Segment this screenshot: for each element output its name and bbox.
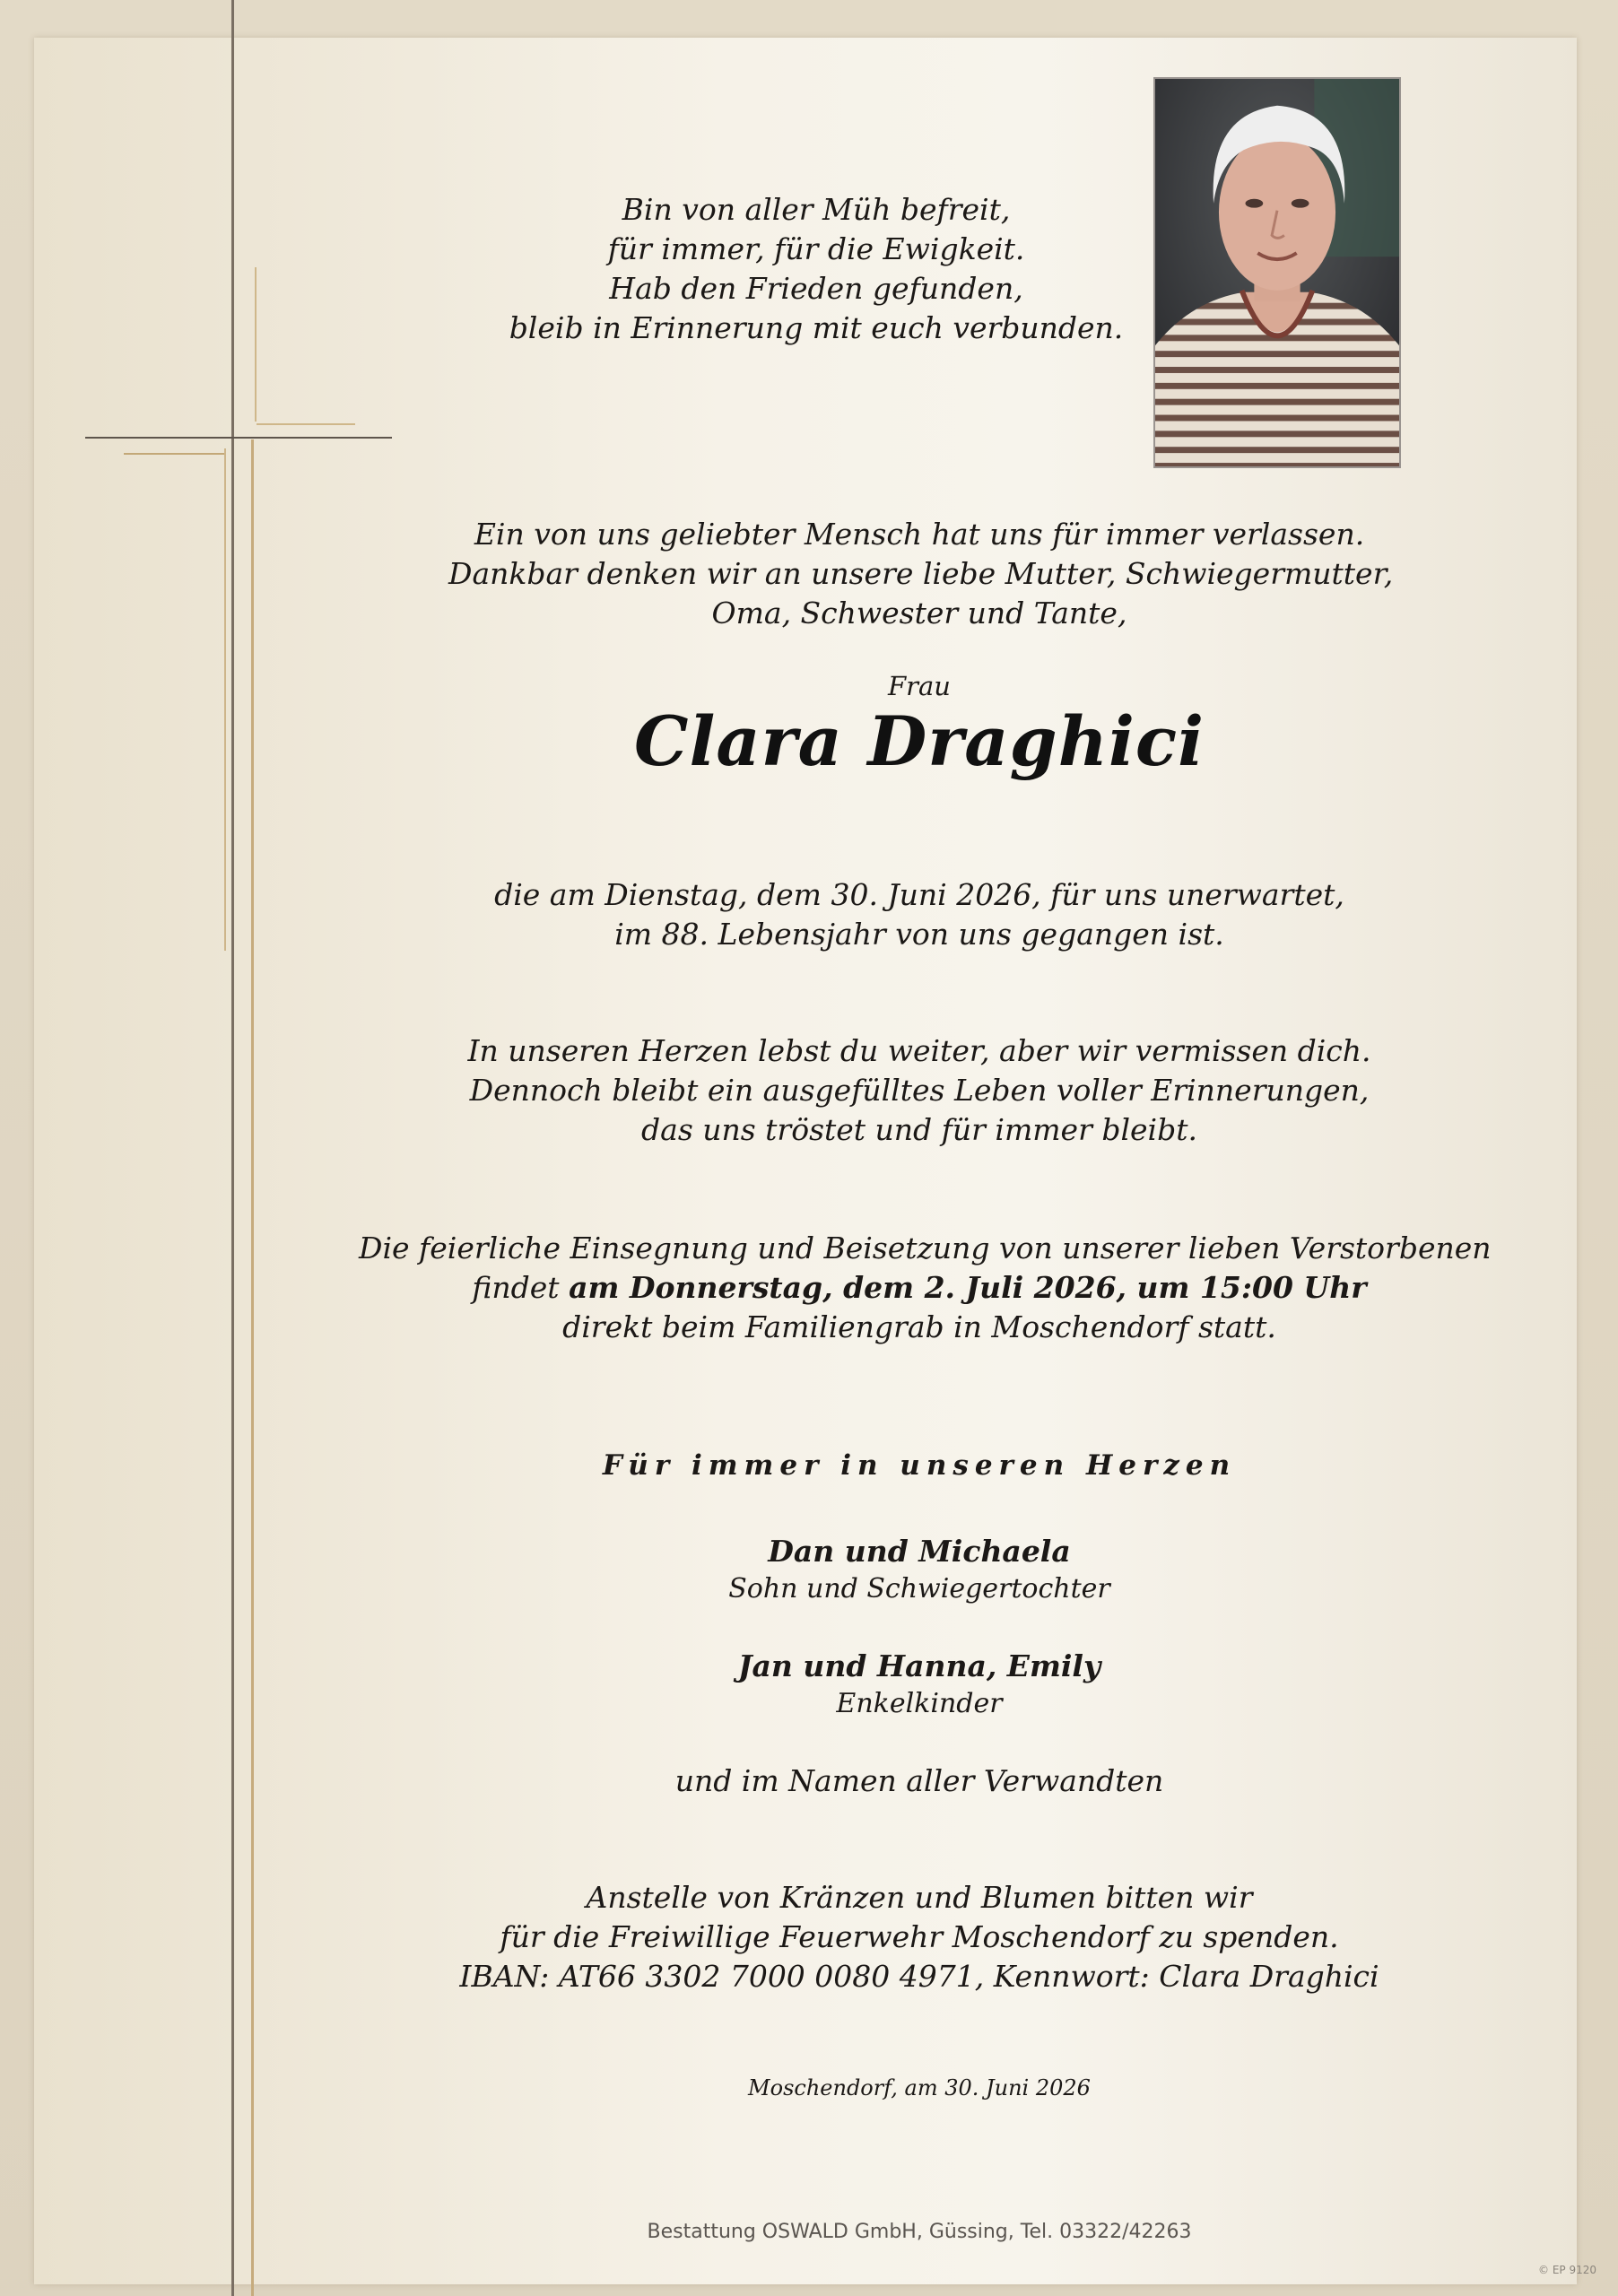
cross-horizontal-gold-top-line [257,423,355,425]
mourner-names: Jan und Hanna, Emily [737,1648,1101,1683]
donation-line: Anstelle von Kränzen und Blumen bitten wir [586,1880,1253,1915]
funeral-line: direkt beim Familiengrab in Moschendorf statt. [562,1309,1276,1344]
salutation: Frau [888,671,951,701]
poem-line: bleib in Erinnerung mit euch verbunden. [509,310,1124,345]
intro-line: Dankbar denken wir an unsere liebe Mutter, Schwiegermutter, [448,556,1394,591]
mourner-relation: Sohn und Schwiegertochter [728,1573,1110,1605]
poem-line: für immer, für die Ewigkeit. [607,231,1025,266]
memory-line: Dennoch bleibt ein ausgefülltes Leben voller Erinnerungen, [469,1073,1370,1108]
place-and-date: Moschendorf, am 30. Juni 2026 [748,2075,1091,2100]
intro-line: Ein von uns geliebter Mensch hat uns für immer verlassen. [474,517,1365,552]
donation-line: IBAN: AT66 3302 7000 0080 4971, Kennwort: Clara Draghici [459,1959,1379,1994]
poem-line: Hab den Frieden gefunden, [609,271,1023,306]
mourner-group [466,1532,1372,1607]
print-code: © EP 9120 [1538,2264,1596,2276]
funeral-details [359,1229,1492,1347]
poem-line: Bin von aller Müh befreit, [622,192,1011,227]
funeral-line [359,1268,1480,1308]
relatives-line: und im Namen aller Verwandten [674,1763,1164,1798]
memory-paragraph [466,1031,1372,1150]
cross-vertical-gold-line [251,439,254,2296]
undertaker-info: Bestattung OSWALD GmbH, Güssing, Tel. 03322/42263 [647,2221,1192,2243]
donation-line: für die Freiwillige Feuerwehr Moschendorf zu spenden. [500,1919,1339,1954]
death-notice-line: die am Dienstag, dem 30. Juni 2026, für uns unerwartet, [494,877,1344,912]
memory-line: In unseren Herzen lebst du weiter, aber wir vermissen dich. [467,1033,1371,1068]
forever-heading: Für immer in unseren Herzen [602,1449,1237,1482]
death-notice [466,875,1372,954]
death-notice-line: im 88. Lebensjahr von uns gegangen ist. [614,917,1224,952]
cross-vertical-gold-inner-line [224,448,226,951]
cross-horizontal-dark-line [85,437,392,439]
intro-line: Oma, Schwester und Tante, [711,596,1127,631]
deceased-name: Clara Draghici [634,701,1205,781]
intro-paragraph [448,515,1394,633]
cross-vertical-gold-top-line [255,267,257,422]
mourner-group [466,1647,1372,1722]
funeral-line-prefix: findet [472,1270,570,1305]
memory-line: das uns tröstet und für immer bleibt. [641,1112,1197,1147]
cross-vertical-dark-line [231,0,234,2296]
poem-verse [368,190,1265,348]
funeral-line: Die feierliche Einsegnung und Beisetzung von unserer lieben Verstorbenen [359,1231,1492,1265]
mourner-relation: Enkelkinder [836,1688,1003,1719]
donation-request [377,1878,1462,1996]
cross-horizontal-gold-line [124,453,224,455]
funeral-date-time: am Donnerstag, dem 2. Juli 2026, um 15:00 Uhr [569,1270,1367,1305]
mourner-names: Dan und Michaela [768,1534,1071,1569]
